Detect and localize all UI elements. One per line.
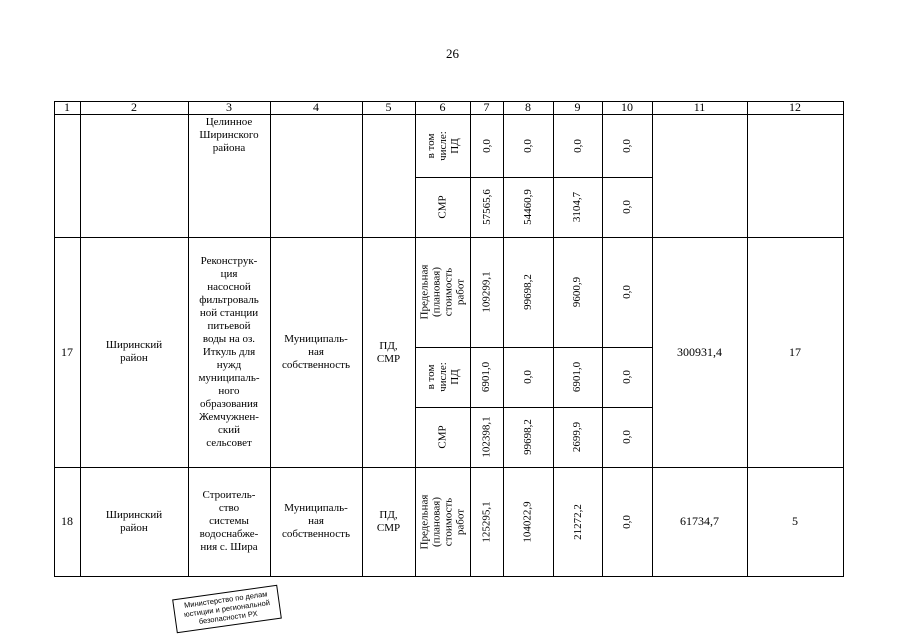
- row17-value-c10-text: 0,0: [621, 370, 633, 384]
- row18-total: 61734,7: [680, 514, 719, 528]
- row18-value-c7-text: 125295,1: [480, 500, 493, 543]
- row17-value-c9-text: 2699,9: [571, 421, 584, 453]
- row17-value-c8: [503, 237, 553, 347]
- row17-value-c9: [553, 407, 602, 467]
- cont-sub-label: [415, 177, 470, 237]
- row17-col12: 17: [789, 344, 801, 359]
- row18-value-c7: [470, 467, 503, 576]
- cont-value-c7-text: 0,0: [480, 138, 493, 153]
- row17-value-c10: [602, 237, 652, 347]
- cont-value-c8-text: 0,0: [522, 138, 534, 153]
- row17-value-c8: [503, 407, 553, 467]
- cont-value-c10-text: 0,0: [621, 200, 633, 214]
- row17-sub-label: [415, 237, 470, 347]
- grid-line: [843, 101, 844, 577]
- cont-sub-label: [415, 114, 470, 177]
- row17-sub-label-text: Предельная (плановая) стоимость работ: [418, 264, 467, 320]
- header-cell-9: 9: [574, 100, 581, 114]
- cont-value-c9-text: 3104,7: [571, 191, 584, 223]
- row18-value-c9: [553, 467, 602, 576]
- row17-value-c8-text: 99698,2: [522, 419, 534, 455]
- row-number-17: 17: [61, 344, 73, 359]
- row17-value-c10-text: 0,0: [621, 430, 633, 444]
- row17-value-c10: [602, 347, 652, 407]
- row17-district: Ширинский район: [105, 339, 163, 364]
- header-cell-1: 1: [64, 100, 70, 114]
- row18-value-c9-text: 21272,2: [571, 503, 584, 540]
- row17-value-c7-text: 6901,0: [480, 361, 493, 393]
- row18-sub-label: [415, 467, 470, 576]
- row17-sub-label-text: в том числе: ПД: [424, 362, 461, 392]
- cont-value-c9: [553, 177, 602, 237]
- row-number-18: 18: [61, 514, 73, 528]
- row17-sub-label: [415, 407, 470, 467]
- cont-value-c9-text: 0,0: [571, 138, 584, 153]
- header-cell-8: 8: [525, 100, 531, 114]
- row17-object: Реконструк- ция насосной фильтроваль ной станции питьевой воды на оз. Иткуль для нужд муниципаль- ного образования Жемчужнен- ский сельсовет: [198, 254, 260, 449]
- cont-value-c8: [503, 114, 553, 177]
- cont-object-cell: Целинное Ширинского района: [199, 116, 259, 154]
- row18-sub-label-text: Предельная (плановая) стоимость работ: [418, 494, 467, 549]
- cont-sub-label-text: СМР: [436, 195, 449, 219]
- row17-value-c10: [602, 407, 652, 467]
- row17-total: 300931,4: [677, 344, 722, 359]
- row17-value-c8-text: 99698,2: [522, 274, 534, 310]
- row17-value-c10-text: 0,0: [621, 285, 633, 299]
- row17-value-c9-text: 6901,0: [571, 361, 584, 393]
- row17-value-c9: [553, 237, 602, 347]
- cont-value-c8: [503, 177, 553, 237]
- cont-value-c10: [602, 177, 652, 237]
- header-cell-2: 2: [131, 100, 137, 114]
- cont-value-c10-text: 0,0: [621, 138, 633, 153]
- row17-value-c7: [470, 347, 503, 407]
- cont-sub-label-text: в том числе: ПД: [424, 130, 461, 161]
- registration-stamp: [172, 585, 282, 633]
- row18-value-c10-text: 0,0: [621, 514, 633, 529]
- row17-sub-label: [415, 347, 470, 407]
- row17-value-c7: [470, 237, 503, 347]
- cont-value-c7: [470, 177, 503, 237]
- row18-work-type: ПД, СМР: [376, 508, 401, 534]
- header-cell-10: 10: [621, 100, 633, 114]
- row17-value-c9: [553, 347, 602, 407]
- row17-value-c9-text: 9600,9: [571, 276, 584, 308]
- cont-value-c8-text: 54460,9: [522, 189, 534, 225]
- row17-sub-label-text: СМР: [436, 425, 449, 449]
- row18-object: Строитель- ство системы водоснабже- ния с. Шира: [199, 489, 259, 553]
- cont-value-c7: [470, 114, 503, 177]
- header-cell-5: 5: [385, 100, 392, 114]
- row17-value-c7-text: 109299,1: [480, 271, 493, 313]
- row18-district: Ширинский район: [105, 508, 163, 534]
- row17-ownership: Муниципаль- ная собственность: [282, 332, 350, 371]
- cont-value-c7-text: 57565,6: [480, 189, 493, 225]
- grid-line: [54, 576, 844, 577]
- row17-value-c8-text: 0,0: [522, 370, 534, 384]
- cont-value-c10: [602, 114, 652, 177]
- row17-value-c7-text: 102398,1: [480, 416, 493, 458]
- row18-value-c8-text: 104022,9: [522, 500, 534, 543]
- header-cell-12: 12: [789, 100, 801, 114]
- header-cell-11: 11: [693, 100, 706, 114]
- row17-value-c8: [503, 347, 553, 407]
- page-number: 26: [446, 46, 459, 61]
- header-cell-7: 7: [483, 100, 490, 114]
- row17-work-type: ПД, СМР: [376, 340, 401, 365]
- row17-value-c7: [470, 407, 503, 467]
- row18-value-c10: [602, 467, 652, 576]
- header-cell-4: 4: [313, 100, 319, 114]
- cont-value-c9: [553, 114, 602, 177]
- row18-col12: 5: [792, 514, 798, 528]
- row18-ownership: Муниципаль- ная собственность: [282, 502, 350, 540]
- header-cell-6: 6: [439, 100, 446, 114]
- header-cell-3: 3: [226, 100, 232, 114]
- row18-value-c8: [503, 467, 553, 576]
- stamp-text: Министерство по делам юстиции и региональной безопасности РХ: [183, 589, 271, 626]
